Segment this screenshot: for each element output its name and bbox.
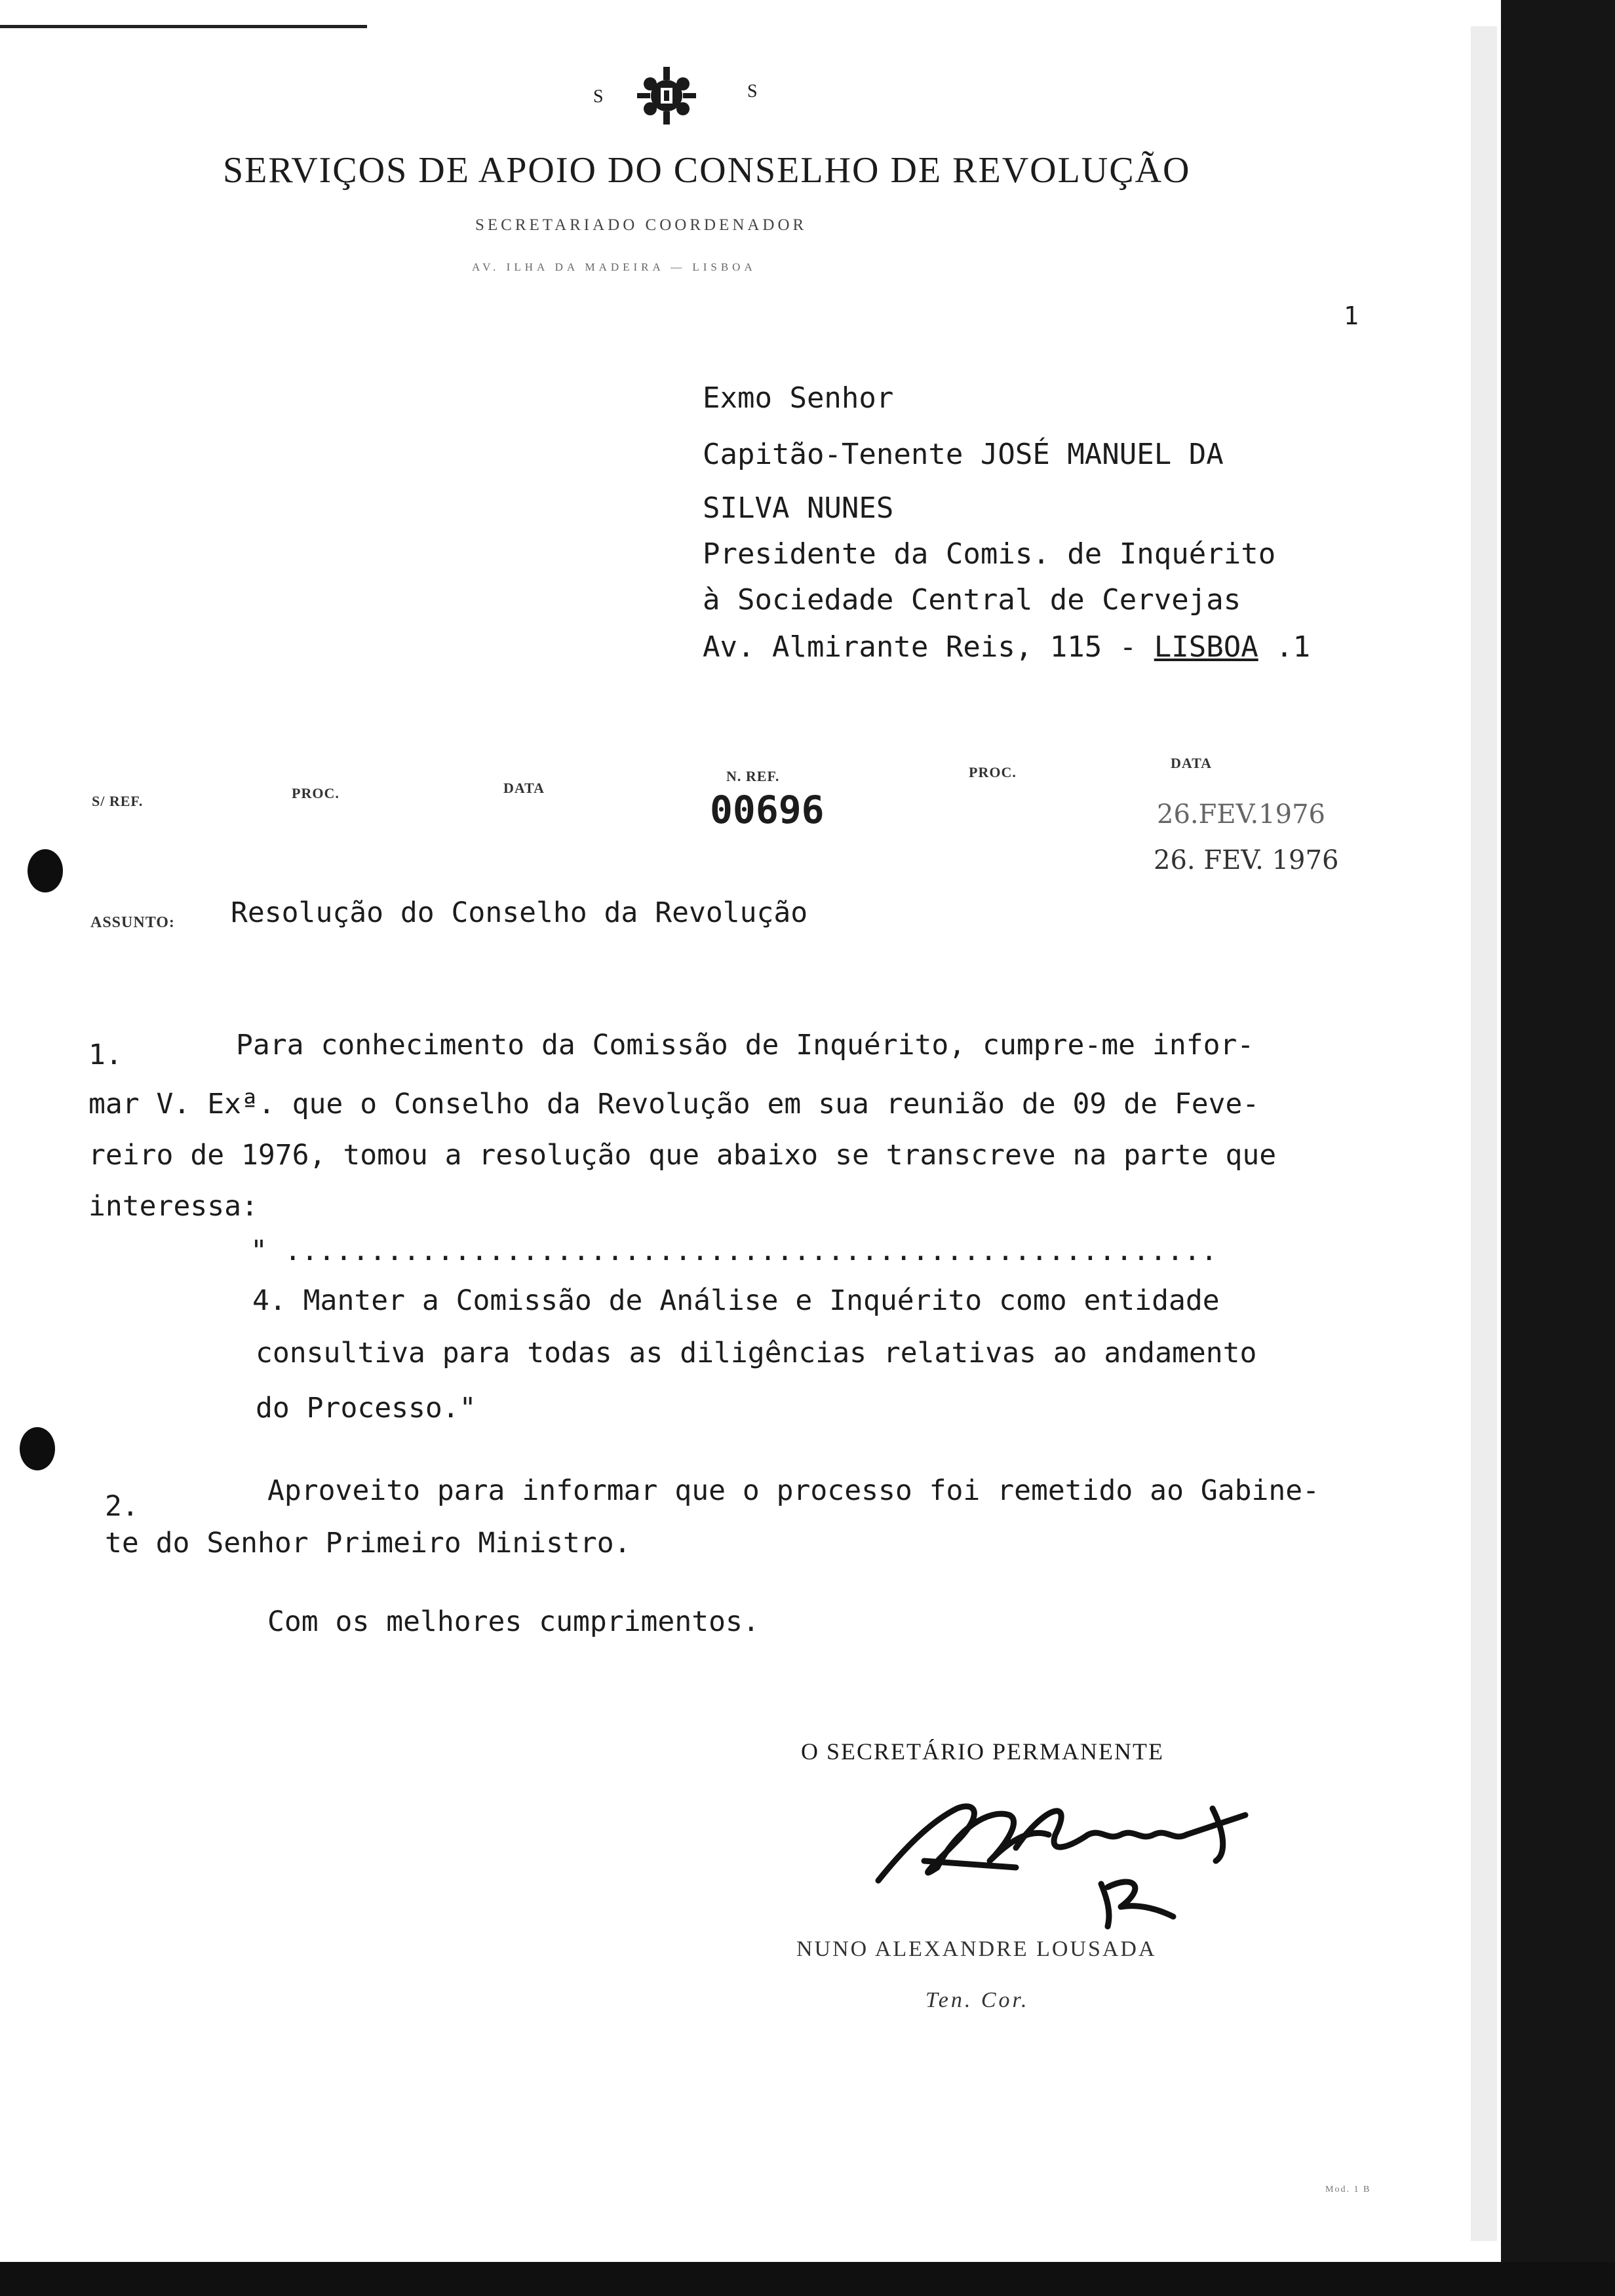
signatory-title: O SECRETÁRIO PERMANENTE — [801, 1738, 1165, 1765]
date-typed: 26.FEV.1976 — [1157, 799, 1325, 830]
quote-line-2: consultiva para todas as diligências relativas ao andamento — [256, 1337, 1257, 1369]
recipient-address-suffix: .1 — [1258, 630, 1311, 664]
coat-of-arms-emblem — [624, 63, 709, 128]
recipient-street: Av. Almirante Reis, 115 - — [703, 630, 1154, 664]
signature-icon — [859, 1769, 1278, 1933]
scan-right-edge-shade — [1471, 26, 1497, 2241]
page-number: 1 — [1344, 301, 1359, 330]
paragraph-1-number: 1. — [88, 1039, 123, 1071]
emblem-icon — [624, 63, 709, 128]
punch-hole-lower — [20, 1427, 55, 1470]
signatory-rank: Ten. Cor. — [925, 1988, 1030, 2012]
quote-ellipsis: " ....................................................... — [250, 1234, 1218, 1267]
paragraph-1-line-3: reiro de 1976, tomou a resolução que abaixo se transcreve na parte que — [88, 1139, 1277, 1172]
closing-line: Com os melhores cumprimentos. — [267, 1605, 760, 1638]
paragraph-1-line-1: Para conhecimento da Comissão de Inquérito, cumpre-me infor- — [236, 1029, 1255, 1062]
recipient-organization: à Sociedade Central de Cervejas — [703, 583, 1241, 617]
paragraph-2-line-1: Aproveito para informar que o processo foi remetido ao Gabine- — [267, 1474, 1320, 1507]
recipient-city: LISBOA — [1154, 630, 1258, 664]
paragraph-1-line-4: interessa: — [88, 1190, 258, 1223]
letterhead-subtitle: SECRETARIADO COORDENADOR — [475, 216, 808, 234]
paragraph-1-line-2: mar V. Exª. que o Conselho da Revolução em sua reunião de 09 de Feve- — [88, 1088, 1260, 1120]
sua-ref-label: S/ REF. — [92, 793, 144, 809]
nossa-proc-label: PROC. — [969, 764, 1017, 780]
emblem-left-letter: S — [593, 86, 604, 107]
recipient-rank-name: Capitão-Tenente JOSÉ MANUEL DA — [703, 438, 1224, 471]
form-model-mark: Mod. 1 B — [1325, 2185, 1371, 2194]
recipient-position: Presidente da Comis. de Inquérito — [703, 537, 1276, 571]
sua-proc-label: PROC. — [292, 785, 340, 801]
paragraph-2-number: 2. — [105, 1490, 139, 1523]
subject-text: Resolução do Conselho da Revolução — [231, 896, 808, 929]
sua-data-label: DATA — [503, 780, 545, 796]
punch-hole-upper — [28, 849, 63, 892]
recipient-salutation: Exmo Senhor — [703, 381, 894, 415]
scan-top-edge-line — [0, 25, 367, 28]
quote-line-3: do Processo." — [256, 1392, 477, 1425]
letterhead-title: SERVIÇOS DE APOIO DO CONSELHO DE REVOLUÇÃO — [223, 150, 1191, 191]
signatory-name: NUNO ALEXANDRE LOUSADA — [796, 1937, 1157, 1961]
quote-line-1: 4. Manter a Comissão de Análise e Inquérito como entidade — [252, 1284, 1220, 1317]
scan-right-edge-border — [1501, 0, 1615, 2296]
letterhead-address: AV. ILHA DA MADEIRA — LISBOA — [472, 261, 756, 273]
recipient-address — [703, 630, 1310, 664]
subject-label: ASSUNTO: — [90, 914, 175, 931]
scan-bottom-edge-border — [0, 2262, 1615, 2296]
nossa-ref-number: 00696 — [710, 788, 825, 832]
handwritten-signature — [859, 1769, 1278, 1933]
emblem-right-letter: S — [747, 81, 758, 102]
nossa-data-label: DATA — [1171, 755, 1213, 771]
recipient-surname: SILVA NUNES — [703, 491, 894, 525]
date-stamp: 26. FEV. 1976 — [1154, 845, 1339, 875]
paragraph-2-line-2: te do Senhor Primeiro Ministro. — [105, 1527, 631, 1559]
nossa-ref-label: N. REF. — [726, 768, 780, 784]
